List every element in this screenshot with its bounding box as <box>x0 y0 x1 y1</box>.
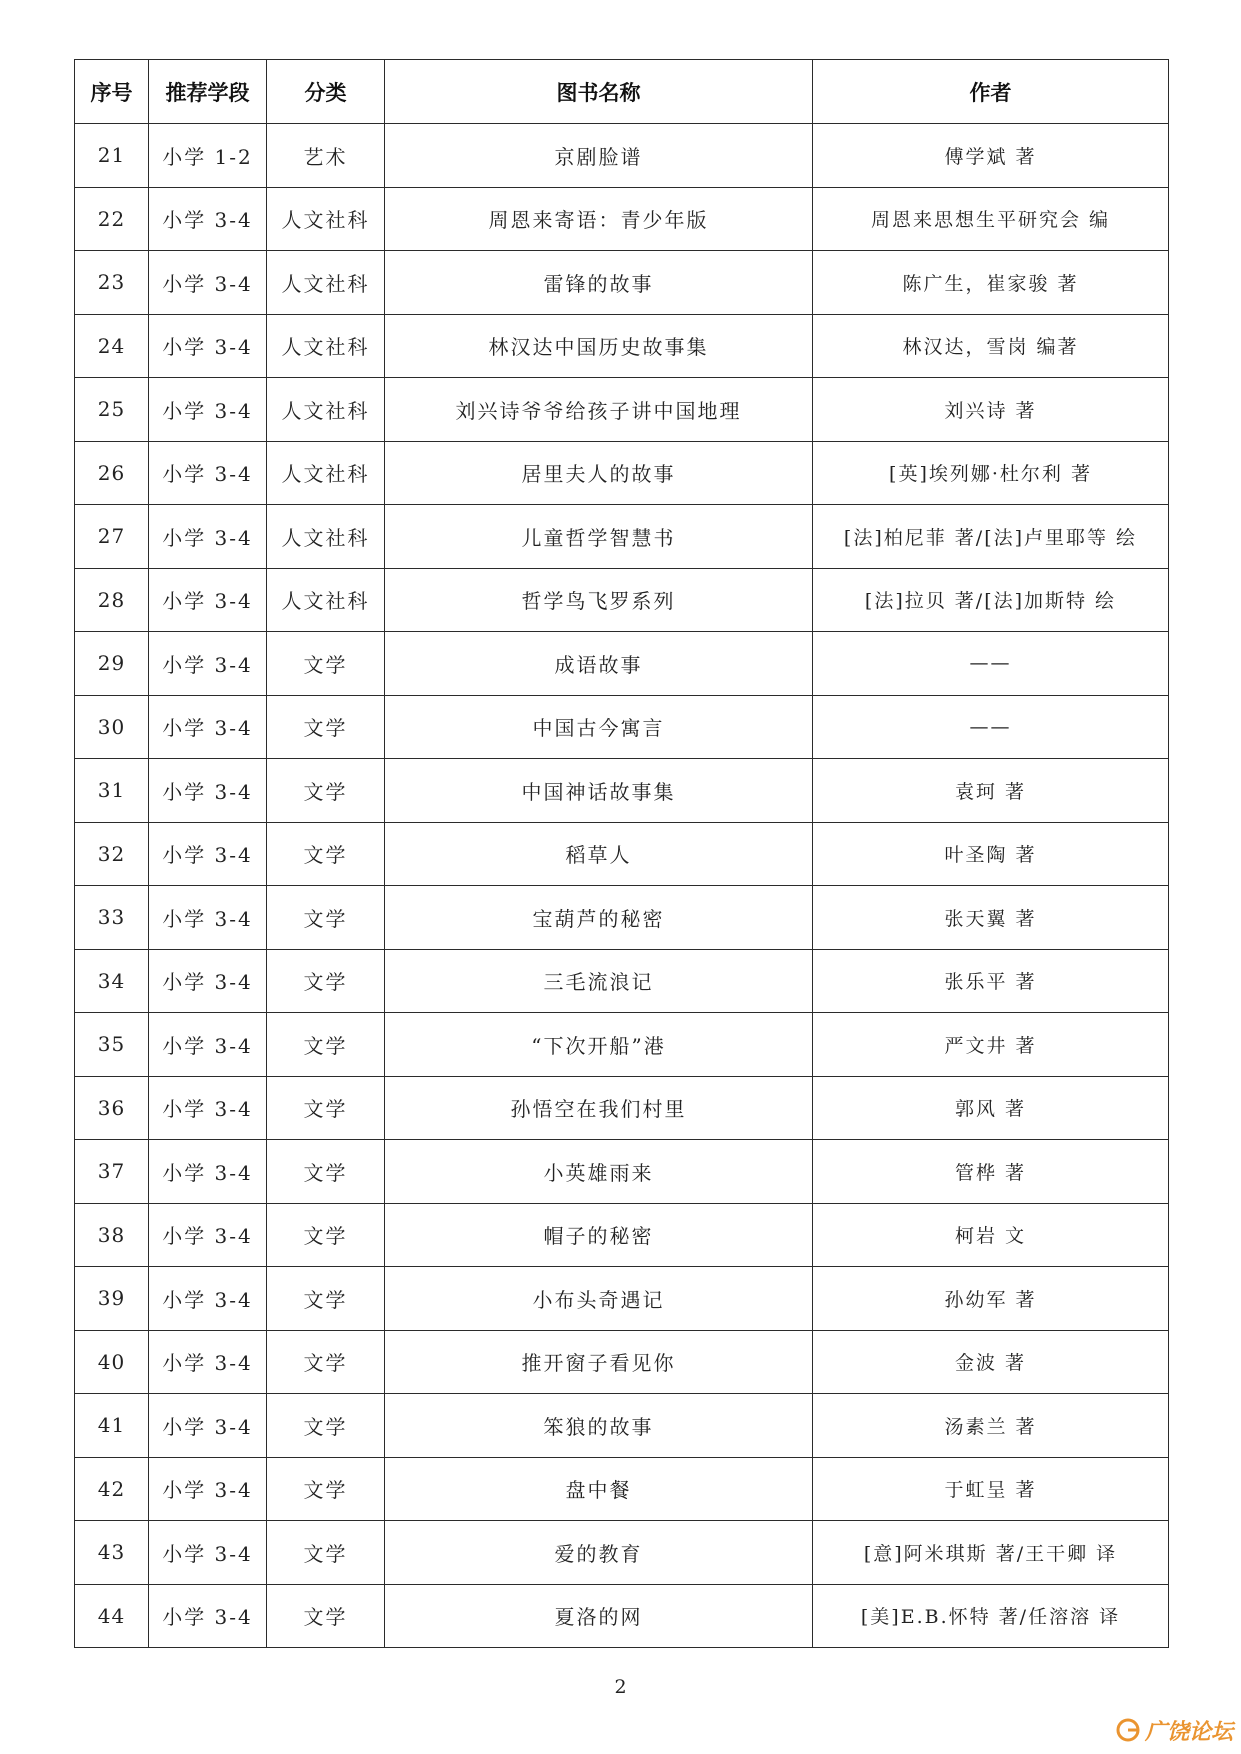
cell-no: 28 <box>75 568 149 632</box>
cell-author: 柯岩 文 <box>813 1203 1169 1267</box>
cell-category: 艺术 <box>267 124 385 188</box>
cell-title: 中国古今寓言 <box>385 695 813 759</box>
cell-author: 袁珂 著 <box>813 759 1169 823</box>
book-list-table <box>74 59 1169 1648</box>
cell-title: 小布头奇遇记 <box>385 1267 813 1331</box>
cell-category: 人文社科 <box>267 378 385 442</box>
cell-no: 25 <box>75 378 149 442</box>
cell-title: 小英雄雨来 <box>385 1140 813 1204</box>
cell-stage: 小学 3-4 <box>149 1140 267 1204</box>
cell-no: 41 <box>75 1394 149 1458</box>
table-row <box>75 822 1169 886</box>
cell-category: 人文社科 <box>267 568 385 632</box>
cell-stage: 小学 1-2 <box>149 124 267 188</box>
cell-no: 43 <box>75 1521 149 1585</box>
cell-no: 21 <box>75 124 149 188</box>
table-row <box>75 314 1169 378</box>
table-row <box>75 124 1169 188</box>
header-no: 序号 <box>75 60 149 124</box>
cell-category: 文学 <box>267 1013 385 1077</box>
cell-stage: 小学 3-4 <box>149 1013 267 1077</box>
cell-category: 文学 <box>267 1203 385 1267</box>
cell-title: 成语故事 <box>385 632 813 696</box>
cell-no: 37 <box>75 1140 149 1204</box>
table-row <box>75 1013 1169 1077</box>
cell-title: 林汉达中国历史故事集 <box>385 314 813 378</box>
cell-no: 36 <box>75 1076 149 1140</box>
watermark-logo <box>1091 1706 1241 1754</box>
cell-category: 文学 <box>267 822 385 886</box>
cell-author: 于虹呈 著 <box>813 1457 1169 1521</box>
cell-category: 人文社科 <box>267 251 385 315</box>
cell-author: 汤素兰 著 <box>813 1394 1169 1458</box>
cell-stage: 小学 3-4 <box>149 695 267 759</box>
header-stage: 推荐学段 <box>149 60 267 124</box>
cell-category: 文学 <box>267 1457 385 1521</box>
cell-category: 人文社科 <box>267 505 385 569</box>
cell-author: [英]埃列娜·杜尔利 著 <box>813 441 1169 505</box>
cell-title: 夏洛的网 <box>385 1584 813 1648</box>
cell-author: [意]阿米琪斯 著/王干卿 译 <box>813 1521 1169 1585</box>
cell-category: 文学 <box>267 886 385 950</box>
cell-category: 文学 <box>267 695 385 759</box>
cell-stage: 小学 3-4 <box>149 949 267 1013</box>
table-row <box>75 568 1169 632</box>
table-body <box>75 124 1169 1648</box>
cell-author: [美]E.B.怀特 著/任溶溶 译 <box>813 1584 1169 1648</box>
forum-logo-icon <box>1115 1717 1141 1743</box>
header-row <box>75 60 1169 124</box>
cell-stage: 小学 3-4 <box>149 187 267 251</box>
cell-stage: 小学 3-4 <box>149 1330 267 1394</box>
table-row <box>75 1457 1169 1521</box>
table-header <box>75 60 1169 124</box>
cell-title: 推开窗子看见你 <box>385 1330 813 1394</box>
cell-title: 爱的教育 <box>385 1521 813 1585</box>
cell-category: 文学 <box>267 1330 385 1394</box>
cell-category: 文学 <box>267 1521 385 1585</box>
cell-title: 京剧脸谱 <box>385 124 813 188</box>
cell-stage: 小学 3-4 <box>149 1203 267 1267</box>
cell-author: 刘兴诗 著 <box>813 378 1169 442</box>
cell-no: 40 <box>75 1330 149 1394</box>
cell-title: “下次开船”港 <box>385 1013 813 1077</box>
cell-stage: 小学 3-4 <box>149 759 267 823</box>
cell-no: 42 <box>75 1457 149 1521</box>
cell-stage: 小学 3-4 <box>149 822 267 886</box>
cell-author: 严文井 著 <box>813 1013 1169 1077</box>
table-row <box>75 1140 1169 1204</box>
cell-title: 宝葫芦的秘密 <box>385 886 813 950</box>
cell-no: 34 <box>75 949 149 1013</box>
table-row <box>75 1584 1169 1648</box>
cell-stage: 小学 3-4 <box>149 378 267 442</box>
cell-author: 傅学斌 著 <box>813 124 1169 188</box>
header-title: 图书名称 <box>385 60 813 124</box>
cell-no: 30 <box>75 695 149 759</box>
cell-author: 孙幼军 著 <box>813 1267 1169 1331</box>
cell-category: 文学 <box>267 1394 385 1458</box>
cell-no: 38 <box>75 1203 149 1267</box>
cell-category: 文学 <box>267 949 385 1013</box>
table-row <box>75 1521 1169 1585</box>
page-number: 2 <box>614 1676 627 1698</box>
cell-category: 文学 <box>267 632 385 696</box>
table-row <box>75 187 1169 251</box>
cell-stage: 小学 3-4 <box>149 886 267 950</box>
table-row <box>75 378 1169 442</box>
table-row <box>75 251 1169 315</box>
table-row <box>75 1267 1169 1331</box>
table-row <box>75 1330 1169 1394</box>
cell-category: 文学 <box>267 1267 385 1331</box>
table-row <box>75 632 1169 696</box>
cell-no: 33 <box>75 886 149 950</box>
cell-stage: 小学 3-4 <box>149 1076 267 1140</box>
table-row <box>75 441 1169 505</box>
cell-author: 郭风 著 <box>813 1076 1169 1140</box>
cell-no: 39 <box>75 1267 149 1331</box>
table-row <box>75 886 1169 950</box>
cell-no: 44 <box>75 1584 149 1648</box>
cell-author: 管桦 著 <box>813 1140 1169 1204</box>
cell-title: 居里夫人的故事 <box>385 441 813 505</box>
cell-author: —— <box>813 632 1169 696</box>
cell-category: 文学 <box>267 1584 385 1648</box>
cell-stage: 小学 3-4 <box>149 505 267 569</box>
cell-author: 张乐平 著 <box>813 949 1169 1013</box>
table-row <box>75 1394 1169 1458</box>
cell-title: 周恩来寄语：青少年版 <box>385 187 813 251</box>
cell-no: 29 <box>75 632 149 696</box>
cell-title: 帽子的秘密 <box>385 1203 813 1267</box>
cell-stage: 小学 3-4 <box>149 1267 267 1331</box>
cell-stage: 小学 3-4 <box>149 441 267 505</box>
cell-no: 35 <box>75 1013 149 1077</box>
cell-title: 孙悟空在我们村里 <box>385 1076 813 1140</box>
cell-author: —— <box>813 695 1169 759</box>
cell-author: 周恩来思想生平研究会 编 <box>813 187 1169 251</box>
cell-author: [法]柏尼菲 著/[法]卢里耶等 绘 <box>813 505 1169 569</box>
cell-category: 文学 <box>267 1076 385 1140</box>
cell-title: 儿童哲学智慧书 <box>385 505 813 569</box>
cell-category: 文学 <box>267 759 385 823</box>
cell-category: 人文社科 <box>267 441 385 505</box>
table-row <box>75 505 1169 569</box>
cell-author: [法]拉贝 著/[法]加斯特 绘 <box>813 568 1169 632</box>
cell-title: 雷锋的故事 <box>385 251 813 315</box>
cell-stage: 小学 3-4 <box>149 1394 267 1458</box>
cell-title: 笨狼的故事 <box>385 1394 813 1458</box>
cell-stage: 小学 3-4 <box>149 314 267 378</box>
table-row <box>75 695 1169 759</box>
table-row <box>75 1076 1169 1140</box>
header-author: 作者 <box>813 60 1169 124</box>
cell-stage: 小学 3-4 <box>149 632 267 696</box>
cell-author: 叶圣陶 著 <box>813 822 1169 886</box>
table-row <box>75 759 1169 823</box>
cell-no: 26 <box>75 441 149 505</box>
cell-author: 陈广生，崔家骏 著 <box>813 251 1169 315</box>
cell-stage: 小学 3-4 <box>149 1521 267 1585</box>
cell-title: 盘中餐 <box>385 1457 813 1521</box>
cell-stage: 小学 3-4 <box>149 251 267 315</box>
cell-category: 人文社科 <box>267 314 385 378</box>
cell-title: 三毛流浪记 <box>385 949 813 1013</box>
cell-no: 32 <box>75 822 149 886</box>
cell-category: 文学 <box>267 1140 385 1204</box>
cell-no: 23 <box>75 251 149 315</box>
cell-no: 24 <box>75 314 149 378</box>
cell-no: 22 <box>75 187 149 251</box>
cell-title: 中国神话故事集 <box>385 759 813 823</box>
cell-category: 人文社科 <box>267 187 385 251</box>
table-row <box>75 949 1169 1013</box>
header-category: 分类 <box>267 60 385 124</box>
cell-stage: 小学 3-4 <box>149 568 267 632</box>
cell-author: 林汉达，雪岗 编著 <box>813 314 1169 378</box>
cell-author: 张天翼 著 <box>813 886 1169 950</box>
cell-stage: 小学 3-4 <box>149 1457 267 1521</box>
watermark-text: 广饶论坛 <box>1144 1719 1233 1745</box>
cell-no: 31 <box>75 759 149 823</box>
cell-author: 金波 著 <box>813 1330 1169 1394</box>
table-row <box>75 1203 1169 1267</box>
cell-no: 27 <box>75 505 149 569</box>
cell-title: 稻草人 <box>385 822 813 886</box>
cell-title: 哲学鸟飞罗系列 <box>385 568 813 632</box>
cell-title: 刘兴诗爷爷给孩子讲中国地理 <box>385 378 813 442</box>
cell-stage: 小学 3-4 <box>149 1584 267 1648</box>
